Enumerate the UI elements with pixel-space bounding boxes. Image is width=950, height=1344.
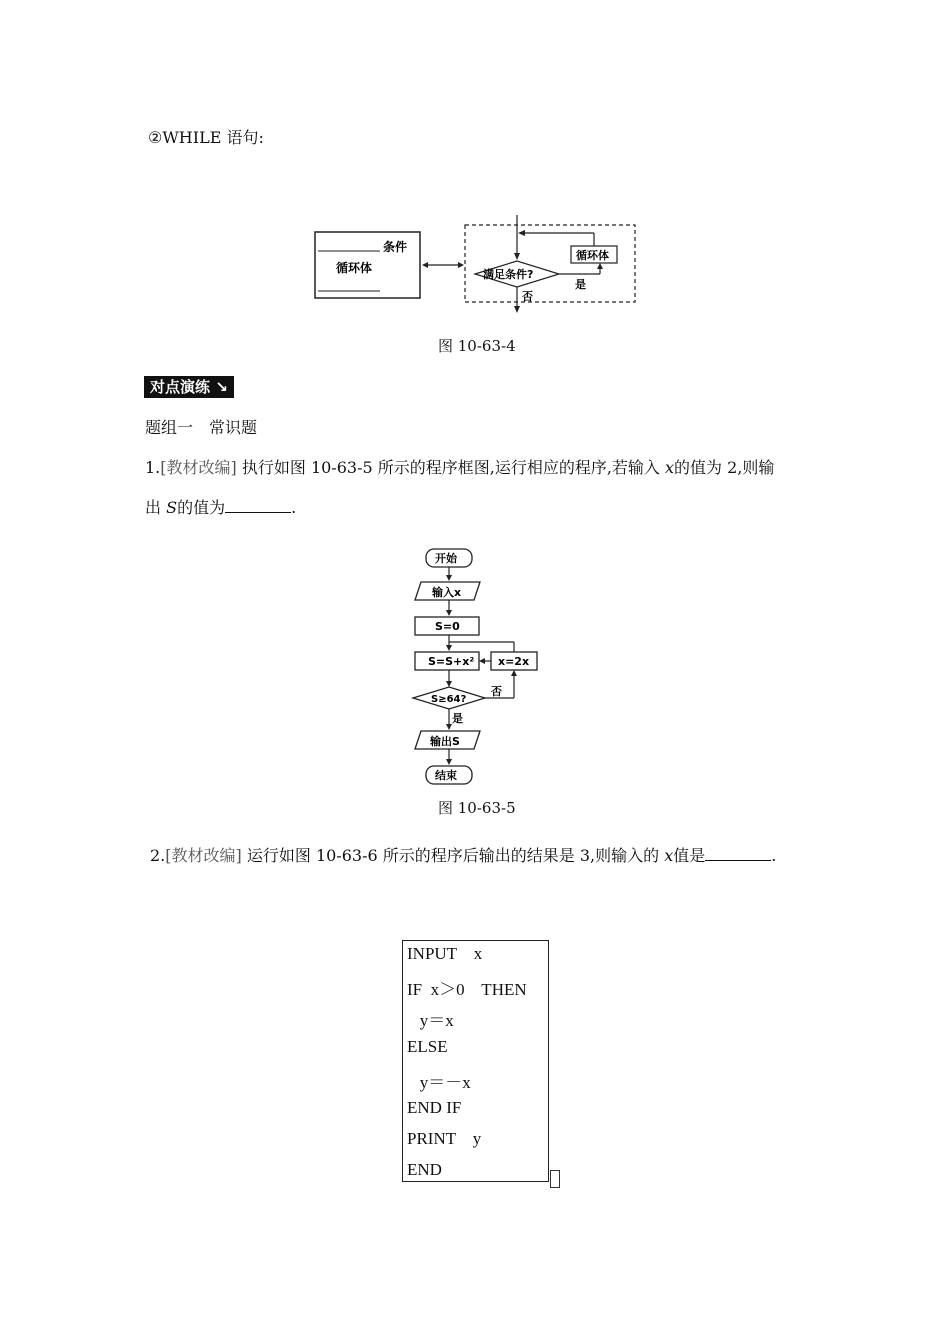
variable-s: S	[166, 498, 178, 517]
question-1-text-a: 执行如图 10-63-5 所示的程序框图,运行相应的程序,若输入	[241, 458, 660, 477]
code-line: END IF	[407, 1098, 462, 1117]
question-1-end: .	[291, 498, 297, 517]
figure-10-63-4	[300, 205, 650, 330]
while-body-label: 循环体	[336, 261, 373, 275]
question-1-text-b: 的值为 2,则输	[674, 458, 775, 477]
flow-condition-label: S≥64?	[431, 694, 467, 705]
while-loop-body-label: 循环体	[576, 249, 609, 262]
code-line: INPUT x	[407, 944, 483, 963]
question-2-end: .	[771, 846, 777, 865]
while-diamond-label: 满足条件?	[483, 268, 534, 281]
while-no-label: 否	[522, 290, 533, 303]
while-condition-label: 条件	[383, 240, 408, 254]
practice-badge-label: 对点演练	[150, 378, 211, 396]
flow-output-label: 输出S	[430, 735, 460, 748]
question-1-tag: [教材改编]	[160, 458, 237, 477]
flow-init-label: S=0	[435, 620, 460, 633]
flow-end-label: 结束	[435, 769, 457, 782]
flow-update-label: S=S+x²	[428, 655, 475, 668]
flow-input-label: 输入x	[432, 586, 462, 599]
while-yes-label: 是	[575, 278, 586, 291]
code-line: IF x＞0 THEN	[407, 980, 527, 999]
code-line: ELSE	[407, 1037, 448, 1056]
question-1-line-1	[145, 458, 774, 478]
question-2-line	[150, 846, 776, 866]
group-title: 题组一 常识题	[145, 418, 258, 437]
question-1-text-d: 的值为	[177, 498, 226, 517]
question-1-text-c: 出	[145, 498, 162, 517]
answer-blank-1[interactable]	[225, 498, 291, 513]
flow-yes-label: 是	[452, 712, 463, 725]
program-code-box	[402, 940, 549, 1182]
flow-no-label: 否	[491, 685, 502, 698]
question-2-text-a: 运行如图 10-63-6 所示的程序后输出的结果是 3,则输入的	[246, 846, 660, 865]
question-2-text-b: 值是	[673, 846, 706, 865]
arrow-down-right-icon: ↘	[210, 378, 228, 396]
figure-10-63-5	[405, 540, 555, 790]
flow-start-label: 开始	[435, 552, 457, 565]
answer-blank-2[interactable]	[705, 846, 771, 861]
practice-badge	[144, 376, 234, 398]
figure-10-63-5-caption: 图 10-63-5	[438, 799, 516, 817]
code-line: y＝x	[407, 1011, 454, 1030]
variable-x: x	[664, 846, 674, 865]
question-2-number: 2.	[150, 846, 166, 865]
section-heading-while: ②WHILE 语句:	[148, 128, 264, 147]
question-2-tag: [教材改编]	[165, 846, 242, 865]
question-1-line-2	[145, 498, 296, 518]
code-line: END	[407, 1160, 442, 1179]
figure-10-63-4-caption: 图 10-63-4	[438, 337, 516, 355]
variable-x: x	[665, 458, 675, 477]
question-1-number: 1.	[145, 458, 161, 477]
flow-double-label: x=2x	[498, 655, 530, 668]
placeholder-glyph-box	[550, 1170, 560, 1188]
code-line: y＝－x	[407, 1073, 471, 1092]
code-line: PRINT y	[407, 1129, 482, 1148]
